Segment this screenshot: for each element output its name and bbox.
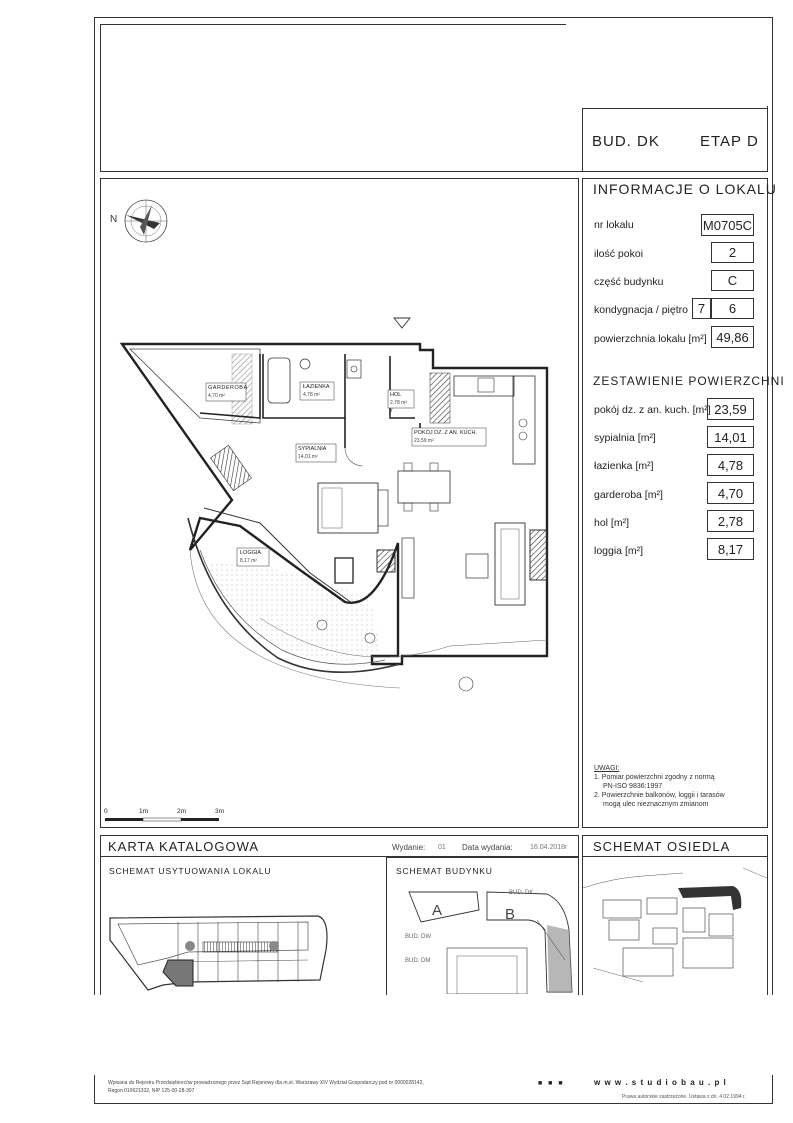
website-text: w w w . s t u d i o b a u . p l bbox=[594, 1078, 727, 1087]
blank-band bbox=[94, 995, 774, 1075]
area-row-label: hol [m²] bbox=[594, 517, 630, 529]
estate-map bbox=[583, 858, 767, 994]
building-label: BUD. DK bbox=[592, 133, 660, 150]
building-schema bbox=[387, 880, 578, 994]
building-b-label: B bbox=[505, 906, 516, 923]
area-row-value: 4,70 bbox=[707, 482, 754, 504]
scale-label: 0 bbox=[104, 808, 108, 815]
areas-title: ZESTAWIENIE POWIERZCHNI bbox=[593, 374, 785, 388]
building-dw-label: BUD. DW bbox=[405, 934, 431, 940]
location-title: SCHEMAT USYTUOWANIA LOKALU bbox=[109, 866, 272, 876]
info-row-value: 2 bbox=[711, 242, 754, 263]
compass-icon bbox=[125, 200, 167, 242]
room-area: 4,78 m² bbox=[303, 392, 320, 398]
info-row-label: kondygnacja / piętro bbox=[594, 304, 688, 316]
info-row-value: 49,86 bbox=[711, 326, 754, 348]
room-label-bedroom bbox=[296, 444, 336, 462]
scale-label: 2m bbox=[177, 808, 187, 815]
estate-title: SCHEMAT OSIEDLA bbox=[593, 839, 731, 854]
building-dm-label: BUD. DM bbox=[405, 958, 431, 964]
header-white-patch bbox=[566, 18, 770, 106]
info-row-label: nr lokalu bbox=[594, 219, 634, 231]
estate-rule bbox=[582, 856, 768, 857]
scale-label: 1m bbox=[139, 808, 149, 815]
floor-value: 7 bbox=[692, 298, 711, 319]
info-row-label: powierzchnia lokalu [m²] bbox=[594, 333, 707, 345]
area-row-value: 23,59 bbox=[707, 398, 754, 420]
room-name: HOL bbox=[390, 392, 402, 398]
scale-label: 3m bbox=[215, 808, 225, 815]
info-row-value: C bbox=[711, 270, 754, 291]
compass-label: N bbox=[110, 214, 118, 225]
building-dk-label: BUD. DK bbox=[509, 890, 534, 896]
info-row-value: 6 bbox=[711, 298, 754, 319]
building-title: SCHEMAT BUDYNKU bbox=[396, 866, 493, 876]
room-area: 2,78 m² bbox=[390, 400, 407, 406]
room-name: ŁAZIENKA bbox=[303, 384, 330, 390]
catalog-title: KARTA KATALOGOWA bbox=[108, 839, 260, 854]
info-title: INFORMACJE O LOKALU bbox=[593, 181, 777, 197]
area-row-label: loggia [m²] bbox=[594, 545, 644, 557]
notes-line: mogą ulec nieznacznym zmianom bbox=[603, 801, 709, 808]
info-row-label: ilość pokoi bbox=[594, 248, 644, 260]
notes-line: 1. Pomiar powierzchni zgodny z normą bbox=[594, 774, 715, 781]
location-minimap bbox=[108, 910, 333, 995]
area-row-label: sypialnia [m²] bbox=[594, 432, 656, 444]
logo-icon: ■ ■ ■ bbox=[538, 1080, 565, 1087]
notes-line: 2. Powierzchnie balkonów, loggii i tarasów bbox=[594, 792, 725, 799]
scale-bar bbox=[104, 808, 224, 821]
floor-plan bbox=[100, 178, 579, 828]
entrance-marker-icon bbox=[394, 318, 410, 328]
area-row-value: 8,17 bbox=[707, 538, 754, 560]
area-row-value: 14,01 bbox=[707, 426, 754, 448]
notes-line: PN-ISO 9836:1997 bbox=[603, 783, 663, 790]
stage-label: ETAP D bbox=[700, 133, 759, 150]
notes-title: UWAGI: bbox=[594, 765, 620, 772]
room-label-hall bbox=[388, 390, 414, 408]
room-area: 23,59 m² bbox=[414, 438, 434, 444]
room-label-living bbox=[412, 428, 486, 446]
date-value: 16.04.2018r bbox=[530, 844, 568, 851]
room-area: 4,70 m² bbox=[208, 393, 225, 399]
area-row-label: garderoba [m²] bbox=[594, 489, 663, 501]
room-name: SYPIALNIA bbox=[298, 446, 327, 452]
area-row-label: pokój dz. z an. kuch. [m²] bbox=[594, 404, 711, 416]
area-row-value: 4,78 bbox=[707, 454, 754, 476]
edition-value: 01 bbox=[438, 844, 446, 851]
room-label-loggia bbox=[237, 548, 269, 566]
date-label: Data wydania: bbox=[462, 843, 513, 852]
room-area: 14,01 m² bbox=[298, 454, 318, 460]
room-name: LOGGIA bbox=[240, 550, 262, 556]
edition-label: Wydanie: bbox=[392, 843, 426, 852]
room-area: 8,17 m² bbox=[240, 558, 257, 564]
room-label-bathroom bbox=[300, 382, 334, 400]
copyright-text: Prawa autorskie zastrzeżone. Ustawa z dn. 4.02.1994 r. bbox=[622, 1094, 746, 1100]
room-name: GARDEROBA bbox=[208, 385, 248, 391]
building-a-label: A bbox=[432, 902, 443, 919]
room-label-wardrobe bbox=[206, 383, 248, 401]
info-row-label: część budynku bbox=[594, 276, 664, 288]
info-row-value: M0705C bbox=[701, 214, 754, 236]
registry-text: Wpisana do Rejestru Przedsiębiorców prowadzonego przez Sąd Rejonowy dla m.st. Warszawy XIV Wydział Gospodarczy pod nr 0000028142, Regon 010621332, NIP 125-00-28-307 bbox=[108, 1080, 424, 1094]
area-row-label: łazienka [m²] bbox=[594, 460, 654, 472]
room-name: POKÓJ DZ. Z AN. KUCH. bbox=[414, 430, 477, 436]
area-row-value: 2,78 bbox=[707, 510, 754, 532]
